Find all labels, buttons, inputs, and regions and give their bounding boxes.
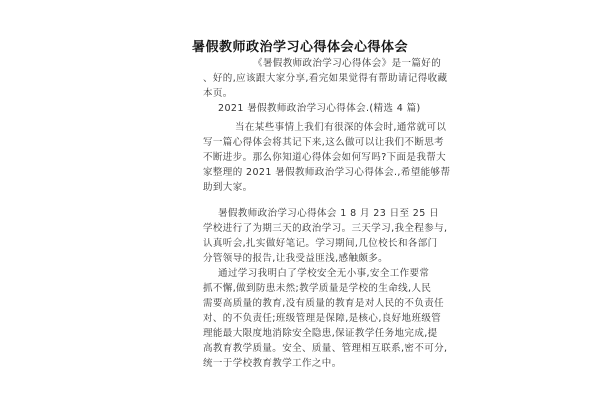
body-line: 分管领导的报告,让我受益匪浅,感触颇多。 xyxy=(203,253,389,264)
body-line: 认真听会,扎实做好笔记。学习期间,几位校长和各部门 xyxy=(203,238,438,249)
body-line: 、好的,应该跟大家分享,看完如果觉得有帮助请记得收藏 xyxy=(203,73,448,84)
body-line: 统一于学校教育教学工作之中。 xyxy=(203,358,342,369)
body-line: 抓不懈,做到防患未然;教学质量是学校的生命线,人民 xyxy=(203,283,432,294)
body-line: 学校进行了为期三天的政治学习。三天学习,我全程参与, xyxy=(203,223,448,234)
body-line: 当在某些事情上我们有很深的体会时,通常就可以 xyxy=(235,122,447,133)
body-line: 2021 暑假教师政治学习心得体会.(精选 4 篇) xyxy=(218,103,421,114)
body-line: 理能最大限度地消除安全隐患,保证教学任务地完成,提 xyxy=(203,328,438,339)
body-line: 本页。 xyxy=(203,88,233,99)
body-line: 对、的不负责任;班级管理是保障,是核心,良好地班级管 xyxy=(203,313,442,324)
body-line: 写一篇心得体会将其记下来,这么做可以让我们不断思考 xyxy=(203,137,445,148)
body-line: 家整理的 2021 暑假教师政治学习心得体会.,希望能够帮 xyxy=(203,167,451,178)
body-line: 《暑假教师政治学习心得体会》是一篇好的 xyxy=(253,58,442,69)
body-line: 助到大家。 xyxy=(203,182,253,193)
document-title: 暑假教师政治学习心得体会心得体会 xyxy=(191,40,408,55)
body-line: 不断进步。那么你知道心得体会如何写吗?下面是我帮大 xyxy=(203,152,447,163)
body-line: 暑假教师政治学习心得体会 1 8 月 23 日至 25 日 xyxy=(218,208,440,219)
body-line: 通过学习我明白了学校安全无小事,安全工作要常 xyxy=(218,268,430,279)
body-line: 高教育教学质量。安全、质量、管理相互联系,密不可分, xyxy=(203,343,448,354)
body-line: 需要高质量的教育,没有质量的教育是对人民的不负责任 xyxy=(203,298,445,309)
